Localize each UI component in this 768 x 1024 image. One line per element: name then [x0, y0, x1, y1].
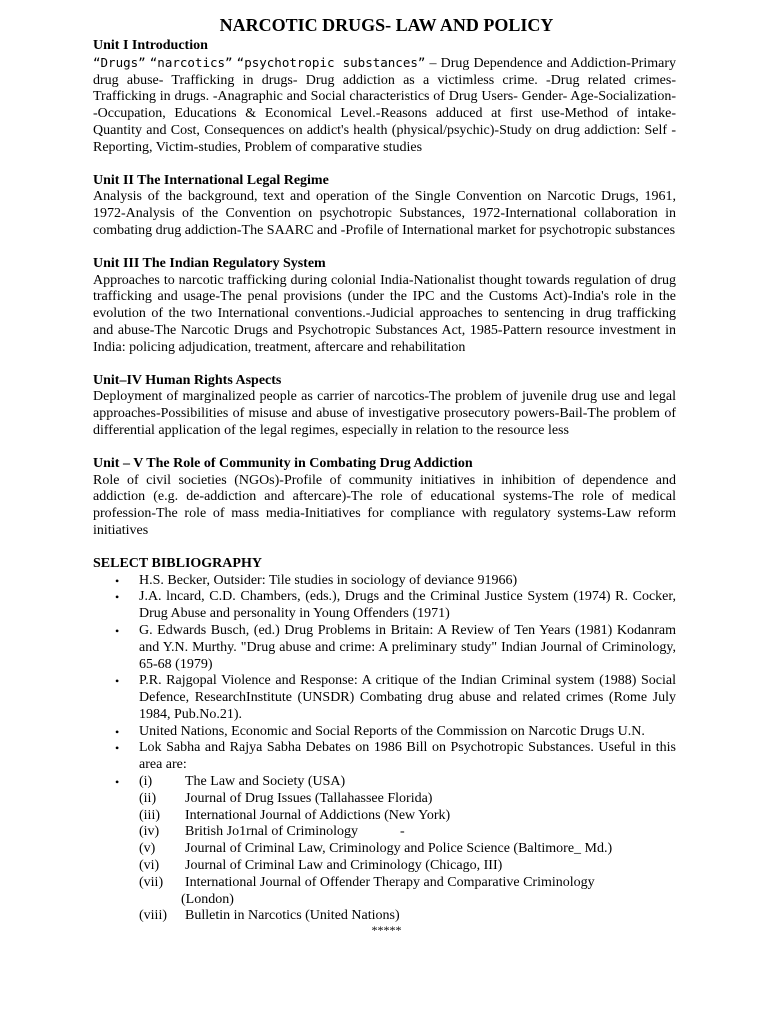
bullet-icon: • [115, 573, 120, 588]
unit-1-heading: Unit I Introduction [93, 38, 208, 53]
journal-item [93, 824, 676, 841]
journal-list [93, 774, 676, 925]
unit-2-body: Analysis of the background, text and operation of the Single Convention on Narcotic Drugs, 1961, 1972-Analysis of the Convention on psychotropic Substances, 1972-International collaboration in combating drug addiction-The SAARC and -Profile of International market for psychotropic substances [93, 189, 676, 238]
journal-number: (v) [139, 841, 156, 857]
bullet-icon: • [115, 775, 120, 790]
unit-1-body [93, 55, 676, 157]
journal-number: (vii) [139, 874, 164, 890]
journal-title: Journal of Drug Issues (Tallahassee Florida) [185, 790, 433, 806]
journal-number: (vi) [139, 858, 160, 874]
journal-number: (iv) [139, 824, 160, 840]
unit-4-heading: Unit–IV Human Rights Aspects [93, 372, 282, 388]
document-page [93, 14, 676, 938]
journal-title: International Journal of Offender Therapy and Comparative Criminology [185, 874, 595, 890]
unit-3-body: Approaches to narcotic trafficking during colonial India-Nationalist thought towards regulation of drug trafficking and usage-The penal provisions (under the IPC and the Customs Act)-India's role in the evolution of the two International conventions.-Judicial approaches to sentencing in drug trafficking and abuse-The Narcotic Drugs and Psychotropic Substances Act, 1985-Pattern resource investment in India: policing adjudication, treatment, aftercare and rehabilitation [93, 272, 676, 355]
bibliography-item: • Lok Sabha and Rajya Sabha Debates on 1986 Bill on Psychotropic Substances. Useful in this area are: [115, 740, 676, 773]
journal-title: Bulletin in Narcotics (United Nations) [185, 908, 400, 924]
bullet-icon: • [115, 674, 120, 689]
unit-2-section [93, 173, 676, 240]
term-psychotropic-substances: “psychotropic substances” [236, 54, 426, 70]
journal-number: (ii) [139, 790, 157, 806]
bullet-icon: • [115, 741, 120, 756]
journal-item [93, 841, 676, 858]
journal-number: (i) [139, 774, 153, 790]
journal-item-continuation: (London) [181, 891, 234, 907]
document-title: NARCOTIC DRUGS- LAW AND POLICY [219, 15, 554, 35]
unit-1-section [93, 38, 676, 157]
unit-4-body: Deployment of marginalized people as carrier of narcotics-The problem of juvenile drug use and legal approaches-Possibilities of misuse and abuse of investigative prosecutory powers-Bail-The problem of differential application of the legal regimes, especially in relation to the resource less [93, 389, 676, 438]
bibliography-item: • P.R. Rajgopal Violence and Response: A critique of the Indian Criminal system (1988) Social Defence, ResearchInstitute (UNSDR) Combating drug abuse and related crimes (Rome July 1984, Pub.No.21). [115, 673, 676, 722]
journal-item [93, 808, 676, 825]
journal-item [93, 875, 676, 892]
journal-number: (viii) [139, 908, 167, 924]
journal-item [93, 858, 676, 875]
end-mark: ***** [371, 923, 402, 938]
term-narcotics: “narcotics” [149, 54, 233, 70]
bullet-icon: • [115, 724, 120, 739]
unit-1-body-text: – Drug Dependence and Addiction-Primary drug abuse- Trafficking in drugs- Drug addiction as a victimless crime. -Drug related crimes-Trafficking in drugs. -Anagraphic and Social characteristics of Drug Users- Gender- Age-Socialization--Occupation, Educations & Economical Level.-Reasons adduced at first use-Method of intake- Quantity and Cost, Consequences on addict's health (physical/psychic)-Study on drug addiction: Self - Reporting, Victim-studies, Problem of comparative studies [93, 55, 676, 155]
term-drugs: “Drugs” [93, 54, 146, 70]
journal-title: International Journal of Addictions (New York) [185, 807, 451, 823]
journal-number: (iii) [139, 807, 160, 823]
unit-4-section [93, 373, 676, 440]
unit-3-section [93, 256, 676, 357]
bullet-icon: • [115, 623, 120, 638]
bibliography-item: • H.S. Becker, Outsider: Tile studies in sociology of deviance 91966) [115, 572, 518, 588]
journal-item [93, 774, 676, 791]
journal-title: The Law and Society (USA) [185, 774, 346, 790]
bibliography-heading: SELECT BIBLIOGRAPHY [93, 555, 262, 571]
unit-5-body: Role of civil societies (NGOs)-Profile of community initiatives in inhibition of dependence and addiction (e.g. de-addiction and aftercare)-The role of educational systems-The role of medical profession-The role of mass media-Initiatives for compliance with regulatory systems-Law reform initiatives [93, 472, 676, 538]
unit-2-heading: Unit II The International Legal Regime [93, 172, 329, 188]
bibliography-section [93, 556, 676, 926]
bibliography-item: • J.A. lncard, C.D. Chambers, (eds.), Drugs and the Criminal Justice System (1974) R. Cocker, Drug Abuse and personality in Young Offenders (1971) [115, 589, 676, 622]
journal-title: Journal of Criminal Law, Criminology and Police Science (Baltimore_ Md.) [185, 841, 613, 857]
unit-5-section [93, 456, 676, 540]
bibliography-item: • United Nations, Economic and Social Reports of the Commission on Narcotic Drugs U.N. [115, 723, 645, 739]
bullet-icon: • [115, 590, 120, 605]
journal-item [93, 791, 676, 808]
journal-title: Journal of Criminal Law and Criminology (Chicago, III) [185, 858, 503, 874]
unit-5-heading: Unit – V The Role of Community in Combating Drug Addiction [93, 455, 473, 471]
journal-item [93, 908, 676, 925]
bibliography-list [93, 573, 676, 775]
unit-3-heading: Unit III The Indian Regulatory System [93, 255, 326, 271]
bibliography-item: • G. Edwards Busch, (ed.) Drug Problems in Britain: A Review of Ten Years (1981) Kodanram and Y.N. Murthy. "Drug abuse and crime: A preliminary study" Indian Journal of Criminology, 65-68 (1979) [115, 622, 676, 672]
journal-title: British Jo1rnal of Criminology - [185, 824, 405, 840]
